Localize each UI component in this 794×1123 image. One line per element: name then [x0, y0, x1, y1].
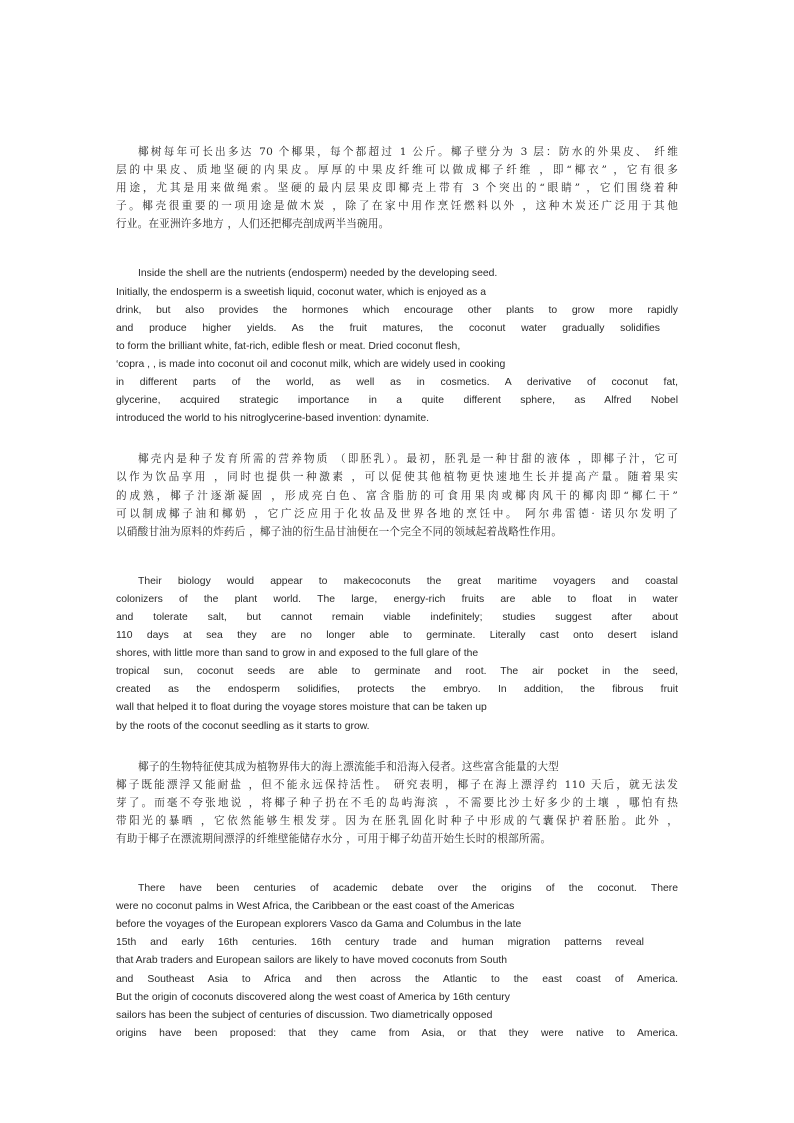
- text-line: created as the endosperm solidifies, protects the embryo. In addition, the fibrous fruit: [116, 684, 678, 696]
- text-line: 子。椰壳很重要的一项用途是做木炭 ，除了在家中用作烹饪燃料以外 ，这种木炭还广泛用于其他: [116, 200, 678, 213]
- paragraph-zh-3: [116, 758, 678, 848]
- text-line: 椰子的生物特征使其成为植物界伟大的海上漂流能手和沿海入侵者。这些富含能量的大型: [138, 760, 559, 773]
- text-line: 以作为饮品享用 ，同时也提供一种激素 ，可以促使其他植物更快速地生长并提高产量。随着果实: [116, 471, 678, 484]
- text-line: Their biology would appear to makecoconuts the great maritime voyagers and coastal: [138, 575, 678, 587]
- text-line: and tolerate salt, but cannot remain viable indefinitely; studies suggest after about: [116, 611, 678, 623]
- text-line: and Southeast Asia to Africa and then across the Atlantic to the east coast of America.: [116, 973, 678, 985]
- text-line: were no coconut palms in West Africa, the Caribbean or the east coast of the Americas: [116, 901, 515, 913]
- text-line: But the origin of coconuts discovered along the west coast of America by 16th century: [116, 991, 510, 1003]
- text-line: 的成熟，椰子汁逐渐凝固 ，形成亮白色、富含脂肪的可食用果肉或椰肉风干的椰肉即“椰仁干”: [116, 489, 678, 502]
- text-line: colonizers of the plant world. The large, energy-rich fruits are able to float in water: [116, 593, 678, 605]
- paragraph-zh-2: [116, 450, 678, 540]
- text-line: 芽了。而毫不夸张地说 ，将椰子种子扔在不毛的岛屿海滨 ，不需要比沙土好多少的土壤 ，哪怕有热: [116, 796, 678, 809]
- text-line: tropical sun, coconut seeds are able to germinate and root. The air pocket in the seed,: [116, 666, 678, 678]
- text-line: Initially, the endosperm is a sweetish liquid, coconut water, which is enjoyed as a: [116, 286, 487, 298]
- text-line: before the voyages of the European explorers Vasco da Gama and Columbus in the late: [116, 919, 522, 931]
- text-line: glycerine, acquired strategic importance in a quite different sphere, as Alfred Nobel: [116, 395, 678, 407]
- text-line: 以硝酸甘油为原料的炸药后 ，椰子油的衍生品甘油便在一个完全不同的领域起着战略性作用。: [116, 525, 563, 538]
- text-line: sailors has been the subject of centuries of discussion. Two diametrically opposed: [116, 1009, 493, 1021]
- document-body: [116, 143, 678, 1043]
- text-line: that Arab traders and European sailors are likely to have moved coconuts from South: [116, 955, 508, 967]
- text-line: ‘copra , , is made into coconut oil and coconut milk, which are widely used in cooking: [116, 358, 506, 370]
- text-line: 行业。在亚洲许多地方 ，人们还把椰壳剖成两半当碗用。: [116, 218, 390, 231]
- text-line: to form the brilliant white, fat-rich, edible flesh or meat. Dried coconut flesh,: [116, 340, 461, 352]
- text-line: shores, with little more than sand to grow in and exposed to the full glare of the: [116, 648, 479, 660]
- text-line: origins have been proposed: that they came from Asia, or that they were native to America.: [116, 1027, 678, 1039]
- text-line: 层的中果皮、质地坚硬的内果皮。厚厚的中果皮纤维可以做成椰子纤维 ，即“椰衣” ，它有很多: [116, 164, 678, 177]
- text-line: 椰壳内是种子发育所需的营养物质 （即胚乳）。最初，胚乳是一种甘甜的液体 ，即椰子汁，它可: [138, 453, 678, 466]
- text-line: in different parts of the world, as well as in cosmetics. A derivative of coconut fat,: [116, 377, 678, 389]
- text-line: and produce higher yields. As the fruit matures, the coconut water gradually solidifies: [116, 322, 660, 334]
- text-line: by the roots of the coconut seedling as it starts to grow.: [116, 720, 370, 732]
- text-line: Inside the shell are the nutrients (endosperm) needed by the developing seed.: [138, 268, 498, 280]
- text-line: 椰树每年可长出多达 70 个椰果，每个都超过 1 公斤。椰子壁分为 3 层：防水的外果皮、 纤维: [138, 146, 678, 158]
- text-line: 有助于椰子在漂流期间漂浮的纤维壁能储存水分 ，可用于椰子幼苗开始生长时的根部所需。: [116, 833, 552, 845]
- text-line: 带阳光的暴晒 ，它依然能够生根发芽。因为在胚乳固化时种子中形成的气囊保护着胚胎。此外 ，: [116, 814, 678, 827]
- text-line: drink, but also provides the hormones which encourage other plants to grow more rapidly: [116, 304, 678, 316]
- text-line: 110 days at sea they are no longer able to germinate. Literally cast onto desert island: [116, 630, 678, 642]
- text-line: 可以制成椰子油和椰奶 ，它广泛应用于化妆品及世界各地的烹饪中。 阿尔弗雷德· 诺贝尔发明了: [116, 507, 678, 520]
- text-line: 用途，尤其是用来做绳索。坚硬的最内层果皮即椰壳上带有 3 个突出的“眼睛” ，它们围绕着种: [116, 182, 678, 195]
- text-line: introduced the world to his nitroglycerine-based invention: dynamite.: [116, 413, 430, 425]
- text-line: There have been centuries of academic debate over the origins of the coconut. There: [138, 883, 678, 895]
- paragraph-en-2: [116, 573, 678, 736]
- text-line: wall that helped it to float during the voyage stores moisture that can be taken up: [116, 702, 487, 714]
- paragraph-en-3: [116, 880, 678, 1043]
- paragraph-zh-1: [116, 143, 678, 233]
- text-line: 椰子既能漂浮又能耐盐 ，但不能永远保持活性。 研究表明，椰子在海上漂浮约 110 天后，就无法发: [116, 778, 678, 791]
- text-line: 15th and early 16th centuries. 16th century trade and human migration patterns reveal: [116, 937, 644, 949]
- paragraph-en-1: [116, 265, 678, 428]
